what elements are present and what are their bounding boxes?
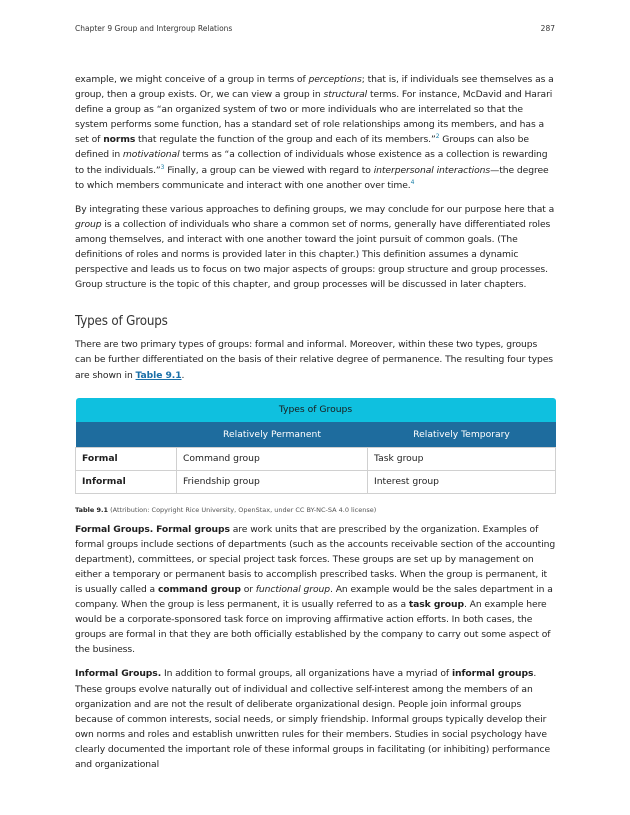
table-header-permanent: Relatively Permanent <box>177 422 368 448</box>
paragraph-types: There are two primary types of groups: formal and informal. Moreover, within these two types, groups can be further differentiated on the basis of their relative degree of permanence. The resulting four types are shown in Table 9.1. <box>75 339 554 381</box>
paragraph-integration: By integrating these various approaches to defining groups, we may conclude for our purpose here that a group is a collection of individuals who share a common set of norms, generally have differentiated roles among themselves, and interact with one another toward the joint pursuit of common goals. (The definitions of roles and norms is provided later in this chapter.) This definition assumes a dynamic perspective and leads us to focus on two major aspects of groups: group structure and group processes. Group structure is the topic of this chapter, and group processes will be discussed in later chapters. <box>75 203 555 291</box>
paragraph-definitions: example, we might conceive of a group in terms of perceptions; that is, if individuals see themselves as a group, then a group exists. Or, we can view a group in structural terms. For instance, McDavid and Harari define a group as “an organized system of two or more individuals who are interrelated so that the system performs some function, has a standard set of role relationships among its members, and has a set of norms that regulate the function of the group and each of its members.”$^2$ Groups can also be defined in motivational terms as “a collection of individuals whose existence as a collection is rewarding to the individuals.”$^3$ Finally, a group can be viewed with regard to interpersonal interactions—the degree to which members communicate and interact with one another over time.$^4$ <box>75 74 554 191</box>
paragraph-informal-groups: Informal Groups. In addition to formal groups, all organizations have a myriad of informal groups. These groups evolve naturally out of individual and collective self-interest among the members of an organization and are not the result of deliberate organizational design. People join informal groups because of common interests, social needs, or simply friendship. Informal groups typically develop their own norms and roles and establish unwritten rules for their members. Studies in social psychology have clearly documented the important role of these informal groups in facilitating (or inhibiting) performance and organizational <box>75 668 551 770</box>
footnote-ref[interactable]: 2 <box>435 133 440 141</box>
table-link[interactable]: Table 9.1 <box>135 369 182 381</box>
table-row: Informal Friendship group Interest group <box>76 470 556 493</box>
types-of-groups-table <box>75 398 556 494</box>
page-number: 287 <box>540 24 555 33</box>
table-header-temporary: Relatively Temporary <box>368 422 556 448</box>
table-caption: Table 9.1 (Attribution: Copyright Rice University, OpenStax, under CC BY-NC-SA 4.0 license) <box>75 505 377 514</box>
chapter-title: Chapter 9 Group and Intergroup Relations <box>75 24 233 33</box>
table-header-blank <box>76 422 177 448</box>
section-heading: Types of Groups <box>75 314 168 330</box>
paragraph-formal-groups: Formal Groups. Formal groups are work units that are prescribed by the organization. Examples of formal groups include sections of departments (such as the accounts receivable section of the accounting department), committees, or special project task forces. These groups are set up by management on either a temporary or permanent basis to accomplish prescribed tasks. When the group is permanent, it is usually called a command group or functional group. An example would be the sales department in a company. When the group is less permanent, it is usually referred to as a task group. An example here would be a corporate-sponsored task force on improving affirmative action efforts. In both cases, the groups are formal in that they are both officially established by the company to carry out some aspect of the business. <box>75 523 556 656</box>
table-title: Types of Groups <box>76 398 556 422</box>
footnote-ref[interactable]: 3 <box>160 163 165 171</box>
page-header <box>75 24 555 33</box>
page-content <box>75 72 556 781</box>
table-row: Formal Command group Task group <box>76 447 556 470</box>
footnote-ref[interactable]: 4 <box>410 178 415 186</box>
